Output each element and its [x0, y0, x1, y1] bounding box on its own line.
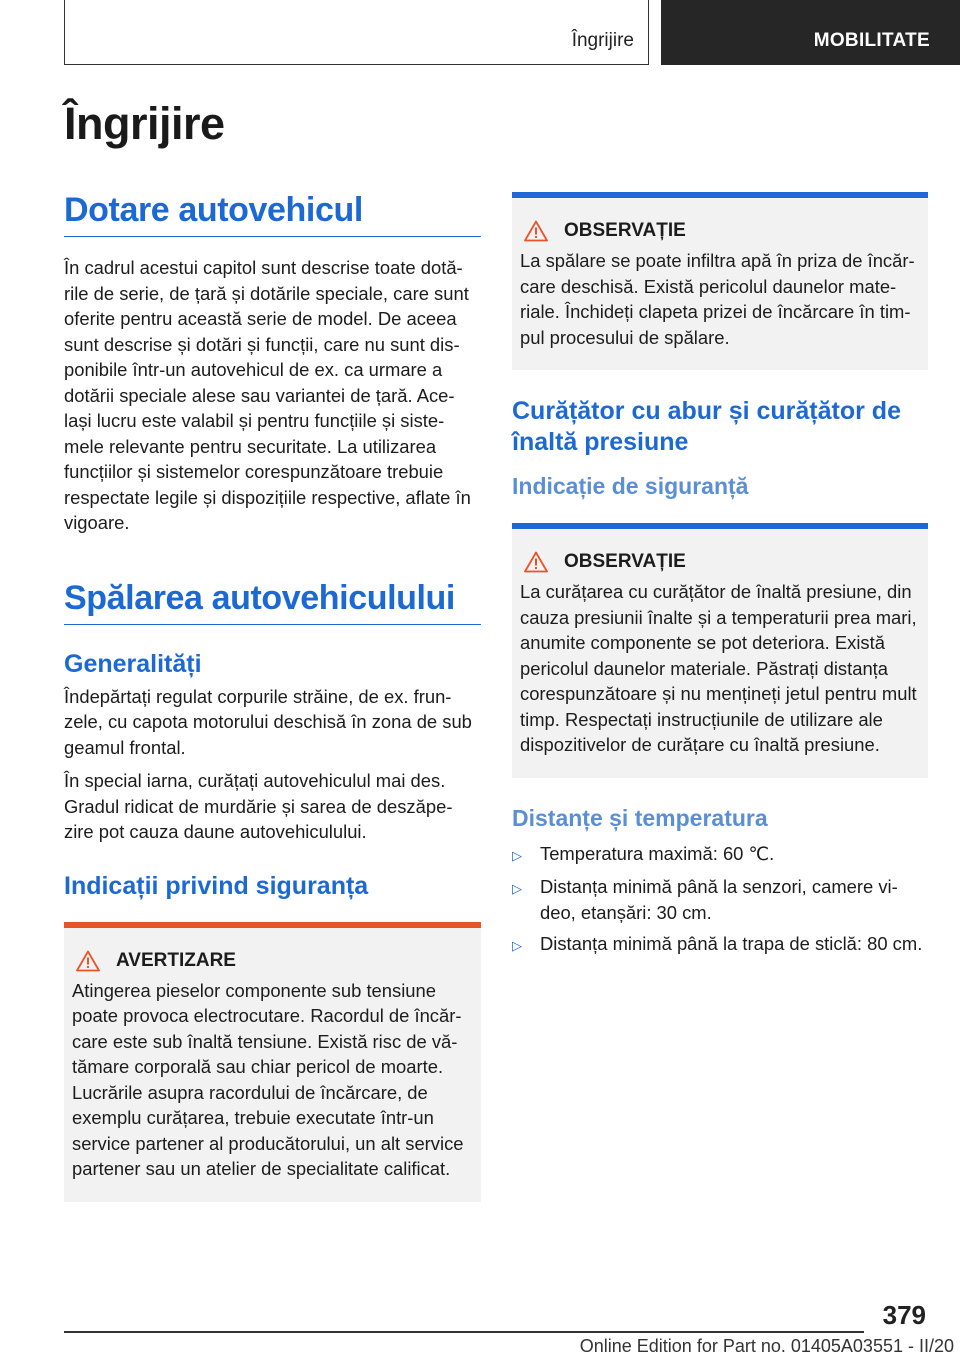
heading-spalarea-autovehiculului: Spălarea autovehiculului	[64, 578, 481, 625]
warning-triangle-icon	[524, 551, 548, 573]
header-chapter-box	[661, 0, 960, 65]
list-item	[512, 841, 928, 869]
note-label-1: OBSERVAȚIE	[564, 220, 686, 241]
header-chapter-label: MOBILITATE	[813, 30, 930, 51]
page-number: 379	[882, 1300, 926, 1330]
list-item-text: Distanța minimă până la senzori, camere vi-deo, etanșări: 30 cm.	[540, 876, 898, 923]
paragraph-dotare: În cadrul acestui capitol sunt descrise toate dotă-rile de serie, de țară și dotările speciale, care sunt oferite pentru această serie de model. De aceea sunt descrise și dotări și funcții, care nu sunt dis-ponibile într-un autovehicul de ex. ca urmare a dotării speciale alese sau variantei de țară. Ace-lași lucru este valabil și pentru funcțiile și siste-mele relevante pentru securitate. La utilizarea funcțiilor și sistemelor corespunzătoare trebuie respectate legile și dispozițiile respective, aflate în vigoare.	[64, 257, 471, 533]
warning-header	[72, 950, 473, 972]
warning-text: Atingerea pieselor componente sub tensiune poate provoca electrocutare. Racordul de încăr-care este sub înaltă tensiune. Există risc de vă-tămare corporală sau chiar pericol de moarte. Lucrările asupra racordului de încărcare, de exemplu curățarea, trebuie executate într-un service partener al producătorului, un alt service partener sau un atelier de specialitate calificat.	[72, 979, 464, 1179]
note-box-1	[512, 192, 928, 370]
heading-indicatii-siguranta: Indicații privind siguranța	[64, 871, 369, 900]
heading-dotare-autovehicul: Dotare autovehicul	[64, 190, 481, 237]
paragraph-generalitati-2: În special iarna, curățați autovehiculul mai des. Gradul ridicat de murdărie și sarea de deszăpe-zire pot cauza daune autovehiculului.	[64, 770, 453, 842]
triangle-bullet-icon: ▷	[512, 847, 522, 863]
left-column	[64, 190, 481, 1202]
heading-generalitati: Generalități	[64, 649, 202, 678]
paragraph-generalitati-1: Îndepărtați regulat corpurile străine, de ex. frun-zele, cu capota motorului deschisă în zona de sub geamul frontal.	[64, 685, 472, 758]
note-header-2	[520, 551, 920, 573]
heading-curatator-abur: Curățător cu abur și curățător de înaltă presiune	[512, 397, 901, 456]
note-box-2	[512, 523, 928, 778]
warning-triangle-icon	[524, 220, 548, 242]
list-item	[512, 931, 928, 959]
warning-box	[64, 922, 481, 1202]
page-title: Îngrijire	[64, 98, 225, 149]
list-item-text: Distanța minimă până la trapa de sticlă: 80 cm.	[540, 933, 923, 954]
bullet-list	[512, 841, 928, 959]
heading-indicatie-siguranta: Indicație de siguranță	[512, 473, 749, 499]
warning-label: AVERTIZARE	[116, 949, 236, 971]
header-section-label: Îngrijire	[571, 30, 634, 51]
note-label-2: OBSERVAȚIE	[564, 551, 686, 572]
warning-triangle-icon	[76, 950, 100, 972]
footer-edition: Online Edition for Part no. 01405A03551 - II/20	[579, 1336, 954, 1356]
note-header-1	[520, 220, 920, 242]
header-section-box	[64, 0, 649, 65]
triangle-bullet-icon: ▷	[512, 938, 522, 953]
list-item-text: Temperatura maximă: 60 ℃.	[540, 842, 775, 864]
footer-divider	[64, 1331, 864, 1333]
note-text-2: La curățarea cu curățător de înaltă presiune, din cauza presiunii înalte și a temperaturii prea mari, anumite componente se pot deteriora. Există pericolul daunelor materiale. Păstrați distanța corespunzătoare și nu mențineți jetul pentru mult timp. Respectați instrucțiunile de utilizare ale dispozitivelor de curățare cu înaltă presiune.	[520, 581, 917, 755]
triangle-bullet-icon: ▷	[512, 881, 522, 896]
note-text-1: La spălare se poate infiltra apă în priza de încăr-care deschisă. Există pericolul daunelor mate-riale. Închideți clapeta prizei de încărcare în tim-pul procesului de spălare.	[520, 250, 915, 348]
heading-distante-temperatura: Distanțe și temperatura	[512, 804, 768, 831]
right-column	[512, 192, 928, 965]
list-item	[512, 874, 928, 925]
